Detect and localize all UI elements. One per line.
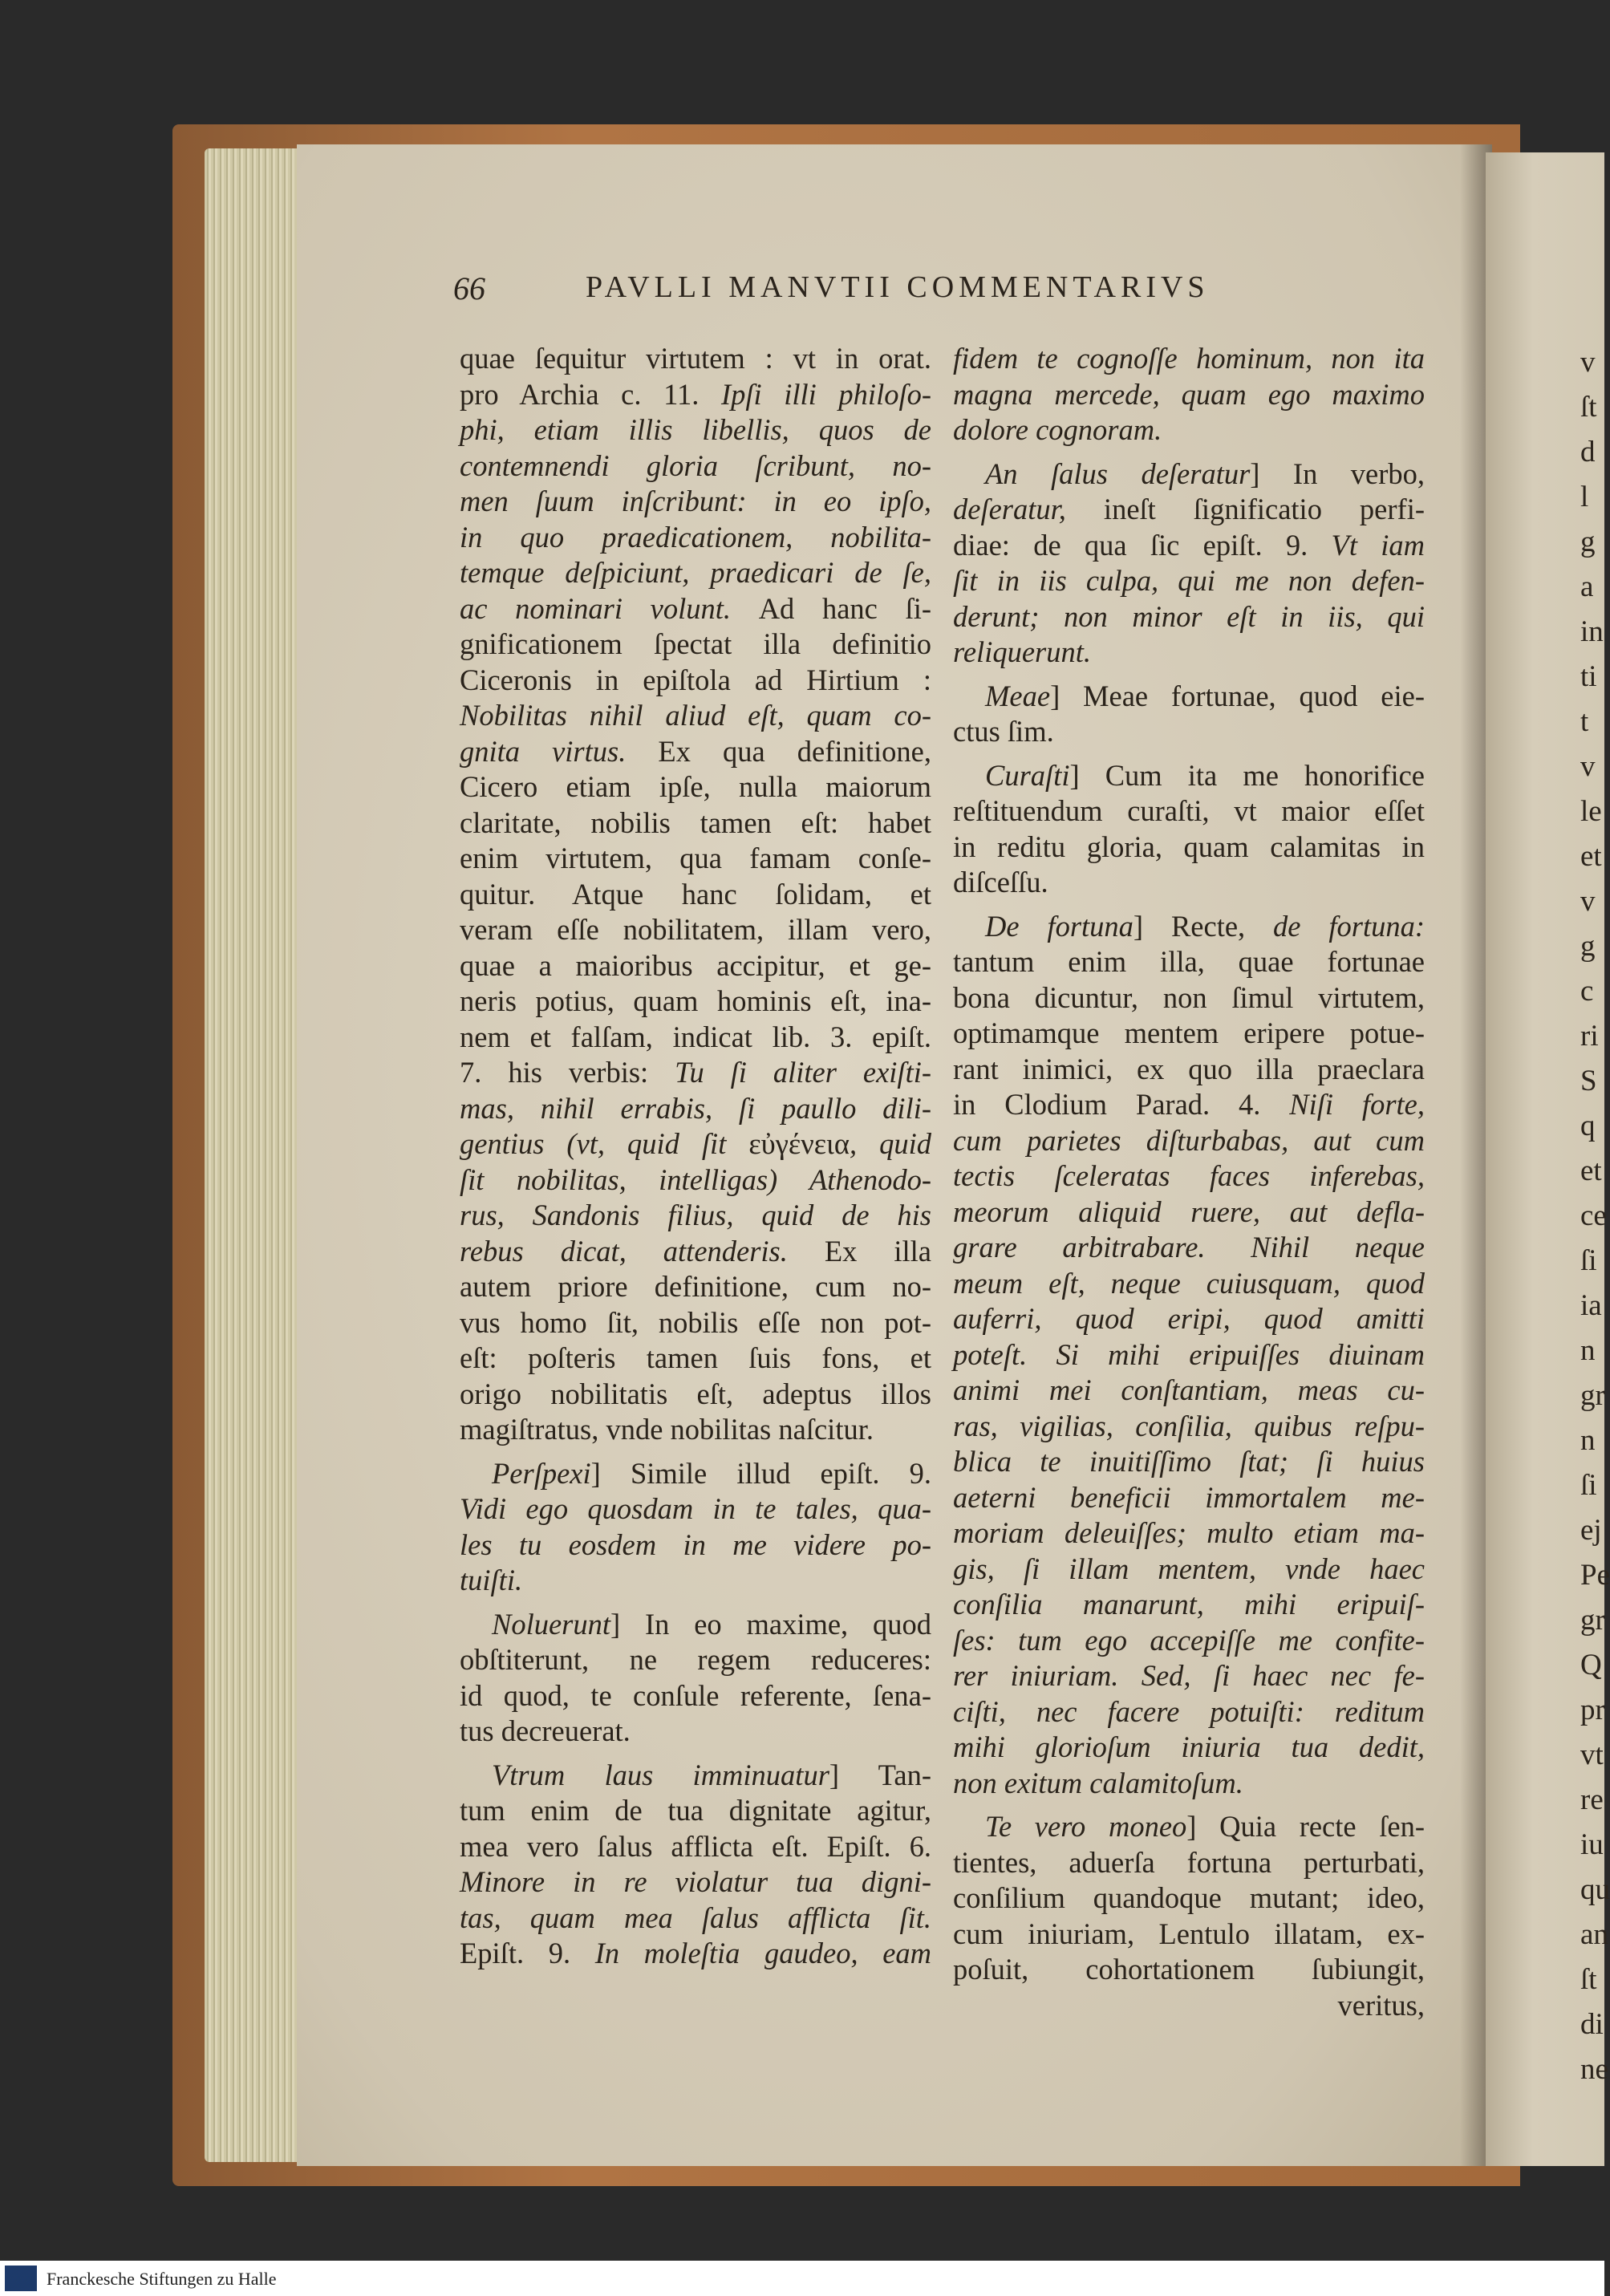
- text-line: [953, 1123, 1425, 1159]
- roman-text: in reditu gloria, quam calamitas in: [953, 830, 1425, 863]
- italic-text: Noluerunt: [492, 1607, 611, 1641]
- facing-page-fragment: ſt: [1580, 391, 1597, 424]
- text-line: [460, 1714, 931, 1750]
- roman-text: ] Tan-: [829, 1758, 931, 1791]
- catchword: [953, 1988, 1425, 2024]
- text-line: [460, 1491, 931, 1527]
- text-line: [953, 980, 1425, 1016]
- text-line: [460, 377, 931, 413]
- italic-text: deſeratur,: [953, 493, 1104, 525]
- roman-text: ] Cum ita me honorifice: [1069, 758, 1425, 792]
- italic-text: An ſalus deſeratur: [985, 456, 1251, 490]
- text-line: [953, 377, 1425, 413]
- text-line: [460, 1829, 931, 1865]
- text-line: [460, 1412, 931, 1448]
- roman-text: Cicero etiam ipſe, nulla maiorum: [460, 770, 931, 803]
- text-line: [953, 1809, 1425, 1845]
- italic-text: Curaſti: [985, 758, 1070, 792]
- text-line: [953, 1587, 1425, 1623]
- text-line: [460, 555, 931, 591]
- italic-text: poteſt. Si mihi eripuiſſes diuinam: [953, 1337, 1425, 1371]
- facing-page-fragment: S: [1580, 1065, 1597, 1097]
- italic-text: De fortuna: [985, 909, 1133, 943]
- footer-bar: [0, 2261, 1604, 2296]
- roman-text: quae ſequitur virtutem : vt in orat.: [460, 342, 931, 375]
- roman-text: ] In verbo,: [1250, 456, 1425, 490]
- italic-text: contemnendi gloria ſcribunt, no-: [460, 448, 931, 482]
- facing-page-fragment: pr: [1580, 1694, 1605, 1726]
- text-line: [953, 1016, 1425, 1052]
- text-line: [460, 769, 931, 805]
- text-line: [953, 758, 1425, 794]
- roman-text: poſuit, cohortationem ſubiungit,: [953, 1953, 1425, 1986]
- text-line: [460, 984, 931, 1020]
- italic-text: phi, etiam illis libellis, quos de: [460, 413, 931, 446]
- italic-text: mas, nihil errabis, ſi paullo dili-: [460, 1091, 931, 1125]
- text-line: [953, 1337, 1425, 1373]
- italic-text: Nobilitas nihil aliud eſt, quam co-: [460, 699, 931, 732]
- facing-page-fragment: re: [1580, 1783, 1604, 1816]
- italic-text: de fortuna:: [1273, 909, 1425, 943]
- roman-text: εὐγένεια: [748, 1127, 850, 1160]
- text-line: [953, 1480, 1425, 1516]
- italic-text: Vt iam: [1331, 528, 1425, 562]
- text-line: [460, 1456, 931, 1492]
- text-line: [953, 1444, 1425, 1480]
- italic-text: meorum aliquid ruere, aut defla-: [953, 1195, 1425, 1228]
- italic-text: animi mei conſtantiam, meas cu-: [953, 1373, 1425, 1406]
- italic-text: reliquerunt.: [953, 635, 1092, 668]
- text-line: [953, 1730, 1425, 1766]
- italic-text: ſit nobilitas, intelligas) Athenodo-: [460, 1162, 931, 1196]
- text-line: [953, 1158, 1425, 1195]
- institution-logo: [5, 2266, 37, 2291]
- roman-text: ] In eo maxime, quod: [610, 1607, 931, 1641]
- roman-text: Ciceronis in epiſtola ad Hirtium :: [460, 663, 931, 696]
- text-line: [460, 1162, 931, 1199]
- roman-text: veram eſſe nobilitatem, illam vero,: [460, 913, 931, 946]
- roman-text: diſceſſu.: [953, 866, 1048, 899]
- roman-text: in Clodium Parad. 4.: [953, 1088, 1290, 1121]
- roman-text: tantum enim illa, quae fortunae: [953, 945, 1425, 978]
- roman-text: veritus,: [1337, 1988, 1425, 2022]
- text-line: [953, 793, 1425, 830]
- text-line: [460, 1642, 931, 1678]
- roman-text: neris potius, quam hominis eſt, ina-: [460, 984, 931, 1017]
- text-line: [460, 1377, 931, 1413]
- italic-text: , quid: [849, 1127, 931, 1160]
- text-line: [953, 865, 1425, 901]
- roman-text: eſt: poſteris tamen ſuis fons, et: [460, 1341, 931, 1374]
- text-line: [460, 1563, 931, 1599]
- text-line: [460, 877, 931, 913]
- text-line: [953, 341, 1425, 377]
- italic-text: conſilia manarunt, mihi eripuiſ-: [953, 1588, 1425, 1621]
- italic-text: men ſuum inſcribunt: in eo ipſo,: [460, 485, 931, 517]
- roman-text: diae: de qua ſic epiſt. 9.: [953, 528, 1332, 562]
- italic-text: tuiſti.: [460, 1564, 523, 1596]
- roman-text: ] Meae fortunae, quod eie-: [1050, 679, 1425, 712]
- text-line: [460, 1936, 931, 1972]
- facing-page-fragment: ſt: [1580, 1963, 1597, 1996]
- text-line: [953, 563, 1425, 599]
- roman-text: autem priore definitione, cum no-: [460, 1270, 931, 1303]
- facing-page-fragment: n: [1580, 1334, 1596, 1367]
- italic-text: ſes: tum ego accepiſſe me confite-: [953, 1623, 1425, 1657]
- roman-text: Ex illa: [824, 1234, 931, 1268]
- roman-text: obſtiterunt, ne regem reduceres:: [460, 1643, 931, 1676]
- italic-text: In moleſtia gaudeo, eam: [594, 1937, 931, 1969]
- facing-page-fragment: q: [1580, 1109, 1596, 1142]
- facing-page-fragment: ia: [1580, 1289, 1602, 1322]
- text-line: [460, 1793, 931, 1829]
- text-line: [460, 1678, 931, 1714]
- text-line: [953, 1195, 1425, 1231]
- italic-text: temque deſpiciunt, praedicari de ſe,: [460, 556, 931, 589]
- italic-text: tectis ſceleratas faces inferebas,: [953, 1159, 1425, 1192]
- facing-page-fragment: an: [1580, 1918, 1608, 1951]
- roman-text: bona dicuntur, non ſimul virtutem,: [953, 980, 1425, 1014]
- roman-text: pro Archia c. 11.: [460, 377, 721, 411]
- roman-text: reſtituendum curaſti, vt maior eſſet: [953, 794, 1425, 827]
- italic-text: gis, ſi illam mentem, vnde haec: [953, 1552, 1425, 1585]
- italic-text: derunt; non minor eſt in iis, qui: [953, 599, 1425, 633]
- roman-text: magiſtratus, vnde nobilitas naſcitur.: [460, 1413, 874, 1446]
- text-line: [953, 1952, 1425, 1988]
- facing-page-fragment: et: [1580, 1154, 1602, 1187]
- text-line: [953, 1266, 1425, 1302]
- facing-page-fragment: le: [1580, 795, 1602, 828]
- text-line: [953, 1694, 1425, 1730]
- facing-page: [1486, 152, 1610, 2166]
- text-line: [460, 805, 931, 842]
- italic-text: Vidi ego quosdam in te tales, qua-: [460, 1492, 931, 1525]
- roman-text: tientes, aduerſa fortuna perturbati,: [953, 1845, 1425, 1879]
- text-line: [953, 1658, 1425, 1694]
- italic-text: ras, vigilias, conſilia, quibus reſpu-: [953, 1409, 1425, 1442]
- facing-page-fragment: ti: [1580, 660, 1597, 693]
- roman-text: Ex qua definitione,: [658, 734, 931, 768]
- roman-text: nem et falſam, indicat lib. 3. epiſt.: [460, 1020, 931, 1053]
- facing-page-fragment: v: [1580, 346, 1596, 379]
- text-line: [460, 912, 931, 948]
- italic-text: mihi glorioſum iniuria tua dedit,: [953, 1730, 1425, 1763]
- italic-text: dolore cognoram.: [953, 413, 1162, 446]
- italic-text: les tu eosdem in me videre po-: [460, 1527, 931, 1561]
- text-line: [460, 1864, 931, 1900]
- facing-page-fragment: di: [1580, 2008, 1604, 2041]
- facing-page-fragment: g: [1580, 525, 1596, 558]
- text-line: [953, 599, 1425, 635]
- text-line: [460, 1269, 931, 1305]
- facing-page-fragment: l: [1580, 481, 1589, 513]
- roman-text: enim virtutem, qua famam conſe-: [460, 842, 931, 874]
- italic-text: fidem te cognoſſe hominum, non ita: [953, 342, 1425, 375]
- text-line: [953, 1515, 1425, 1552]
- facing-page-fragment: in: [1580, 615, 1604, 648]
- text-line: [460, 948, 931, 984]
- text-line: [953, 1087, 1425, 1123]
- right-column: [953, 341, 1425, 2023]
- italic-text: Te vero moneo: [985, 1810, 1187, 1843]
- left-column: [460, 341, 931, 1972]
- text-line: [460, 448, 931, 485]
- text-line: [953, 492, 1425, 528]
- roman-text: ineſt ſignificatio perfi-: [1103, 493, 1425, 525]
- text-line: [460, 1527, 931, 1564]
- italic-text: Perſpexi: [492, 1456, 591, 1490]
- text-line: [460, 1305, 931, 1341]
- facing-page-fragment: ri: [1580, 1020, 1599, 1053]
- italic-text: grare arbitrabare. Nihil neque: [953, 1231, 1425, 1264]
- italic-text: Tu ſi aliter exiſti-: [675, 1056, 932, 1089]
- text-line: [953, 1409, 1425, 1445]
- text-line: [953, 1845, 1425, 1881]
- page-number: 66: [453, 270, 485, 306]
- roman-text: ] Simile illud epiſt. 9.: [590, 1456, 931, 1490]
- roman-text: tum enim de tua dignitate agitur,: [460, 1794, 931, 1827]
- italic-text: meum eſt, neque cuiusquam, quod: [953, 1266, 1425, 1300]
- italic-text: moriam deleuiſſes; multo etiam ma-: [953, 1516, 1425, 1549]
- italic-text: cum parietes diſturbabas, aut cum: [953, 1123, 1425, 1157]
- facing-page-fragment: Q: [1580, 1649, 1602, 1681]
- facing-page-fragment: gr: [1580, 1604, 1605, 1637]
- italic-text: magna mercede, quam ego maximo: [953, 377, 1425, 411]
- roman-text: 7. his verbis:: [460, 1056, 675, 1089]
- text-line: [460, 734, 931, 770]
- text-line: [460, 412, 931, 448]
- text-line: [460, 1055, 931, 1091]
- text-line: [953, 1052, 1425, 1088]
- roman-text: quitur. Atque hanc ſolidam, et: [460, 877, 931, 911]
- facing-page-fragment: ſi: [1580, 1469, 1597, 1502]
- text-line: [460, 698, 931, 734]
- text-line: [953, 1301, 1425, 1337]
- text-line: [953, 412, 1425, 448]
- page-header: [453, 270, 1440, 318]
- italic-text: tas, quam mea ſalus afflicta ſit.: [460, 1900, 931, 1934]
- facing-page-fragment: iu: [1580, 1828, 1604, 1861]
- italic-text: Vtrum laus imminuatur: [492, 1758, 829, 1791]
- text-line: [460, 591, 931, 627]
- roman-text: vus homo ſit, nobilis eſſe non pot-: [460, 1305, 931, 1339]
- roman-text: rant inimici, ex quo illa praeclara: [953, 1052, 1425, 1085]
- text-line: [953, 714, 1425, 750]
- facing-page-fragment: ce: [1580, 1199, 1607, 1232]
- facing-page-fragment: ſi: [1580, 1244, 1597, 1277]
- text-line: [953, 909, 1425, 945]
- roman-text: mea vero ſalus afflicta eſt. Epiſt. 6.: [460, 1829, 931, 1863]
- running-head: PAVLLI MANVTII COMMENTARIVS: [586, 270, 1210, 304]
- facing-page-fragment: n: [1580, 1424, 1596, 1457]
- italic-text: rus, Sandonis filius, quid de his: [460, 1199, 931, 1231]
- text-line: [953, 679, 1425, 715]
- text-line: [460, 663, 931, 699]
- facing-page-fragment: ne: [1580, 2053, 1608, 2086]
- italic-text: auferri, quod eripi, quod amitti: [953, 1302, 1425, 1335]
- facing-page-fragment: v: [1580, 750, 1596, 783]
- roman-text: Epiſt. 9.: [460, 1937, 595, 1969]
- italic-text: gnita virtus.: [460, 734, 659, 768]
- roman-text: claritate, nobilis tamen eſt: habet: [460, 805, 931, 839]
- text-line: [953, 1373, 1425, 1409]
- facing-page-fragment: c: [1580, 975, 1594, 1008]
- italic-text: ac nominari volunt.: [460, 591, 759, 625]
- facing-page-fragment: qu: [1580, 1873, 1610, 1906]
- text-line: [460, 1091, 931, 1127]
- roman-text: id quod, te conſule referente, ſena-: [460, 1678, 931, 1712]
- text-line: [460, 1198, 931, 1234]
- text-line: [953, 1766, 1425, 1802]
- facing-page-fragment: t: [1580, 705, 1589, 738]
- text-line: [953, 1623, 1425, 1659]
- page-edges: [205, 148, 301, 2162]
- roman-text: tus decreuerat.: [460, 1714, 631, 1747]
- text-line: [953, 1917, 1425, 1953]
- institution-name: Franckesche Stiftungen zu Halle: [47, 2269, 277, 2289]
- italic-text: in quo praedicationem, nobilita-: [460, 520, 931, 554]
- text-line: [460, 520, 931, 556]
- text-line: [460, 1126, 931, 1162]
- text-line: [460, 1758, 931, 1794]
- text-line: [460, 1341, 931, 1377]
- facing-page-fragment: Pe: [1580, 1559, 1610, 1592]
- text-line: [953, 1230, 1425, 1266]
- roman-text: Ad hanc ſi-: [758, 591, 931, 625]
- facing-page-fragment: v: [1580, 885, 1596, 918]
- facing-page-fragment: vt: [1580, 1738, 1604, 1771]
- roman-text: ctus ſim.: [953, 715, 1054, 748]
- roman-text: ] Quia recte ſen-: [1186, 1810, 1425, 1843]
- roman-text: quae a maioribus accipitur, et ge-: [460, 948, 931, 982]
- text-line: [953, 528, 1425, 564]
- facing-page-fragment: g: [1580, 930, 1596, 963]
- text-line: [460, 341, 931, 377]
- roman-text: optimamque mentem eripere potue-: [953, 1016, 1425, 1049]
- text-line: [953, 1552, 1425, 1588]
- italic-text: Ipſi illi philoſo-: [720, 377, 932, 411]
- italic-text: Minore in re violatur tua digni-: [460, 1865, 931, 1898]
- italic-text: Niſi forte,: [1289, 1088, 1425, 1121]
- facing-page-fragment: gr: [1580, 1379, 1605, 1412]
- roman-text: ] Recte,: [1133, 909, 1274, 943]
- facing-page-fragment: et: [1580, 840, 1602, 873]
- italic-text: blica te inuitiſſimo ſtat; ſi huius: [953, 1445, 1425, 1478]
- roman-text: cum iniuriam, Lentulo illatam, ex-: [953, 1917, 1425, 1950]
- text-line: [460, 484, 931, 520]
- italic-text: rebus dicat, attenderis.: [460, 1234, 825, 1268]
- italic-text: non exitum calamitoſum.: [953, 1766, 1243, 1799]
- text-line: [460, 1607, 931, 1643]
- text-line: [953, 456, 1425, 493]
- italic-text: aeterni beneficii immortalem me-: [953, 1480, 1425, 1514]
- roman-text: origo nobilitatis eſt, adeptus illos: [460, 1377, 931, 1410]
- italic-text: ciſti, nec facere potuiſti: reditum: [953, 1694, 1425, 1728]
- italic-text: ſit in iis culpa, qui me non defen-: [953, 564, 1425, 597]
- text-line: [460, 627, 931, 663]
- text-line: [460, 841, 931, 877]
- text-line: [460, 1020, 931, 1056]
- italic-text: Meae: [985, 679, 1051, 712]
- text-line: [953, 1880, 1425, 1917]
- text-line: [953, 635, 1425, 671]
- text-line: [460, 1900, 931, 1937]
- text-line: [953, 944, 1425, 980]
- italic-text: gentius (vt, quid ſit: [460, 1127, 749, 1160]
- italic-text: rer iniuriam. Sed, ſi haec nec fe-: [953, 1659, 1425, 1692]
- text-line: [460, 1234, 931, 1270]
- roman-text: conſilium quandoque mutant; ideo,: [953, 1881, 1425, 1914]
- facing-page-fragment: d: [1580, 436, 1596, 469]
- facing-page-fragment: ej: [1580, 1514, 1602, 1547]
- roman-text: gnificationem ſpectat illa definitio: [460, 627, 931, 660]
- facing-page-fragment: a: [1580, 570, 1594, 603]
- text-line: [953, 830, 1425, 866]
